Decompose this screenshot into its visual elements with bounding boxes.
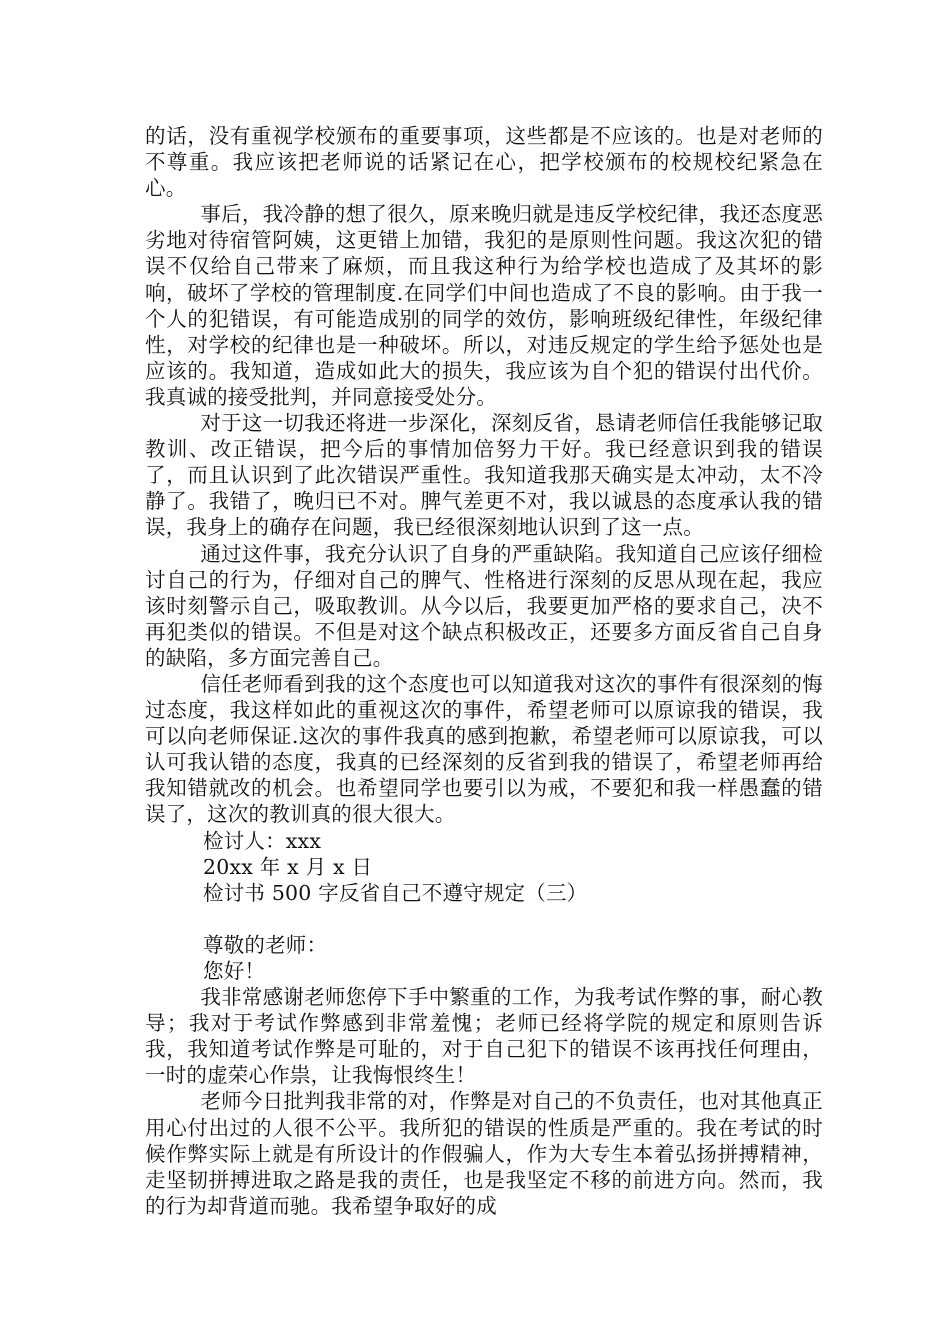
date-line: 20xx 年 x 月 x 日 (203, 854, 373, 879)
greeting: 您好！ (203, 959, 266, 983)
paragraph-continued: 的话，没有重视学校颁布的重要事项，这些都是不应该的。也是对老师的不尊重。我应该把老师说的话紧记在心，把学校颁布的校规校纪紧急在心。 (145, 124, 823, 201)
section-title: 检讨书 500 字反省自己不遵守规定（三） (203, 880, 588, 905)
blank-line (145, 906, 823, 932)
paragraph: 老师今日批判我非常的对，作弊是对自己的不负责任，也对其他真正用心付出过的人很不公平。我所犯的错误的性质是严重的。我在考试的时候作弊实际上就是有所设计的作假骗人，作为大专生本着弘扬拼搏精神，走坚韧拼搏进取之路是我的责任，也是我坚定不移的前进方向。然而，我的行为却背道而驰。我希望争取好的成 (145, 1089, 823, 1218)
paragraph: 对于这一切我还将进一步深化，深刻反省，恳请老师信任我能够记取教训、改正错误，把今后的事情加倍努力干好。我已经意识到我的错误了，而且认识到了此次错误严重性。我知道我那天确实是太冲动，太不冷静了。我错了，晚归已不对。脾气差更不对，我以诚恳的态度承认我的错误，我身上的确存在问题，我已经很深刻地认识到了这一点。 (145, 411, 823, 540)
paragraph: 通过这件事，我充分认识了自身的严重缺陷。我知道自己应该仔细检讨自己的行为，仔细对自己的脾气、性格进行深刻的反思从现在起，我应该时刻警示自己，吸取教训。从今以后，我要更加严格的要求自己，决不再犯类似的错误。不但是对这个缺点积极改正，还要多方面反省自己自身的缺陷，多方面完善自己。 (145, 541, 823, 670)
paragraph: 信任老师看到我的这个态度也可以知道我对这次的事件有很深刻的悔过态度，我这样如此的重视这次的事件，希望老师可以原谅我的错误，我可以向老师保证.这次的事件我真的感到抱歉，希望老师可以原谅我，可以认可我认错的态度，我真的已经深刻的反省到我的错误了，希望老师再给我知错就改的机会。也希望同学也要引以为戒，不要犯和我一样愚蠢的错误了，这次的教训真的很大很大。 (145, 671, 823, 827)
document-body (145, 123, 823, 1219)
signature-line: 检讨人：xxx (203, 828, 322, 853)
paragraph: 我非常感谢老师您停下手中繁重的工作，为我考试作弊的事，耐心教导；我对于考试作弊感到非常羞愧；老师已经将学院的规定和原则告诉我，我知道考试作弊是可耻的，对于自己犯下的错误不该再找任何理由，一时的虚荣心作祟，让我悔恨终生！ (145, 985, 823, 1088)
paragraph: 事后，我冷静的想了很久，原来晚归就是违反学校纪律，我还态度恶劣地对待宿管阿姨，这更错上加错，我犯的是原则性问题。我这次犯的错误不仅给自己带来了麻烦，而且我这种行为给学校也造成了及其坏的影响，破坏了学校的管理制度.在同学们中间也造成了不良的影响。由于我一个人的犯错误，有可能造成别的同学的效仿，影响班级纪律性，年级纪律性，对学校的纪律也是一种破坏。所以，对违反规定的学生给予惩处也是应该的。我知道，造成如此大的损失，我应该为自个犯的错误付出代价。我真诚的接受批判，并同意接受处分。 (145, 202, 823, 409)
salutation: 尊敬的老师： (203, 932, 328, 957)
